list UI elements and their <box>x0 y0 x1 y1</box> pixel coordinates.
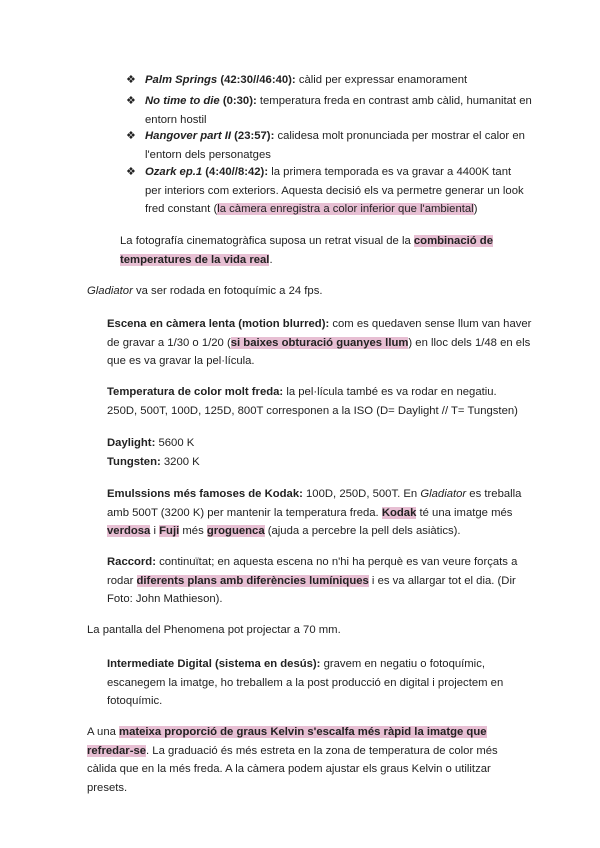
emulsions-paragraph: Emulssions més famoses de Kodak: 100D, 250D, 500T. En Gladiator es treballa amb 500T (3200 K) per mantenir la temperatura freda. Kodak té una imatge més verdosa i Fuji més groguenca (ajuda a percebre la pell dels asiàtics). <box>107 488 522 537</box>
cold-temperature-paragraph: Temperatura de color molt freda: la pel·lícula també es va rodar en negatiu. 250D, 500T, 100D, 125D, 800T corresponen a la ISO (D= Daylight // T= Tungsten) <box>107 386 518 417</box>
raccord-paragraph: Raccord: continuïtat; en aquesta escena no n'hi ha perquè es van veure forçats a rodar diferents plans amb diferències lumíniques i es va allargar tot el dia. (Dir Foto: John Mathieson). <box>107 556 518 605</box>
intro-paragraph: La fotografía cinematogràfica suposa un retrat visual de la combinació de temperatures de la vida real. <box>120 235 493 266</box>
highlight: combinació de temperatures de la vida real <box>120 235 493 266</box>
bullet-item: ❖ Ozark ep.1 (4:40//8:42): la primera temporada es va gravar a 4400K tant per interiors com exteriors. Aquesta decisió els va permetre generar un look fred constant (la càmera enregistra a color inferior que l'ambiental) <box>145 163 530 219</box>
bullet-item: ❖ Hangover part II (23:57): calidesa molt pronunciada per mostrar el calor en l'entorn dels personatges <box>145 127 530 164</box>
bullet-item: ❖ Palm Springs (42:30//46:40): càlid per expressar enamorament <box>145 71 525 90</box>
highlight: groguenca <box>206 525 265 537</box>
phenomena-paragraph: La pantalla del Phenomena pot projectar a 70 mm. <box>87 624 341 636</box>
diamond-bullet-icon: ❖ <box>126 166 136 178</box>
highlight: si baixes obturació guanyes llum <box>230 336 409 349</box>
highlight: la càmera enregistra a color inferior que l'ambiental <box>217 203 474 215</box>
closing-paragraph: A una mateixa proporció de graus Kelvin s'escalfa més ràpid la imatge que refredar-se. La graduació és més estreta en la zona de temperatura de color més càlida que en la més freda. A la càmera podem ajustar els graus Kelvin o utilitzar presets. <box>87 726 498 794</box>
bullet-item: ❖ No time to die (0:30): temperatura freda en contrast amb càlid, humanitat en entorn hostil <box>145 92 535 129</box>
gladiator-paragraph: Gladiator va ser rodada en fotoquímic a 24 fps. <box>87 285 323 297</box>
highlight: verdosa <box>107 525 151 537</box>
intermediate-digital-paragraph: Intermediate Digital (sistema en desús): gravem en negatiu o fotoquímic, escanegem la imatge, ho treballem a la post producció en digital i projectem en fotoquímic. <box>107 658 504 707</box>
highlight: Kodak <box>381 506 417 519</box>
diamond-bullet-icon: ❖ <box>126 95 136 107</box>
highlight: diferents plans amb diferències lumíniques <box>136 574 369 587</box>
highlight: mateixa proporció de graus Kelvin s'escalfa més ràpid la imatge que refredar-se <box>87 726 487 757</box>
highlight: Fuji <box>159 525 180 537</box>
diamond-bullet-icon: ❖ <box>126 74 136 86</box>
slow-motion-paragraph: Escena en càmera lenta (motion blurred): com es quedaven sense llum van haver de gravar a 1/30 o 1/20 (si baixes obturació guanyes llum) en lloc dels 1/48 en els que es va gravar la pel·lícula. <box>107 318 532 367</box>
kelvin-values: Daylight: 5600 K Tungsten: 3200 K <box>107 437 200 468</box>
diamond-bullet-icon: ❖ <box>126 130 136 142</box>
